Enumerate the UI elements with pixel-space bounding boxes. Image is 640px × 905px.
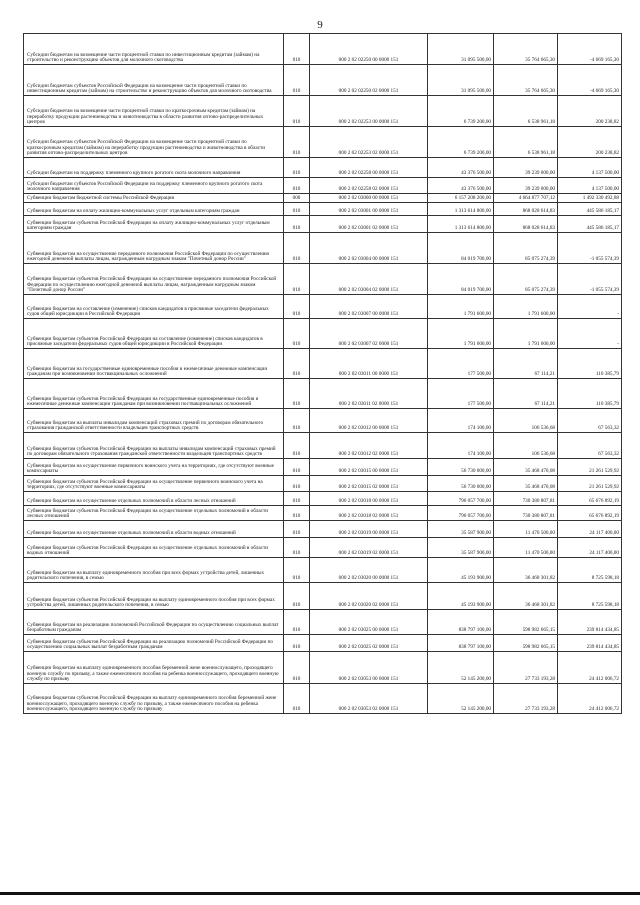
row-name: Субсидии бюджетам субъектов Российской Федерации на поддержку племенного крупного рогатого скота молочного направления [24, 178, 284, 194]
row-approved-amount: 31 095 500,00 [428, 65, 494, 96]
table-row [24, 652, 622, 684]
row-executed-amount: 85 075 274,39 [494, 264, 558, 295]
row-approved-amount: 177 500,00 [428, 379, 494, 409]
row-budget-code: 000 2 02 03007 02 0000 151 [310, 319, 428, 349]
row-executed-amount: 39 239 000,00 [494, 178, 558, 194]
row-difference-amount: 110 385,79 [558, 379, 622, 409]
row-executed-amount: 67 114,21 [494, 349, 558, 379]
row-executed-amount: 868 028 614,83 [494, 216, 558, 233]
row-name: Субвенции бюджетам на выплаты инвалидам компенсаций страховых премий по договорам обязательного страхования гражданской ответственности владельцев транспортных средств [24, 409, 284, 433]
row-budget-code: 000 2 02 02253 02 0000 151 [310, 127, 428, 158]
row-budget-code: 000 2 02 02258 00 0000 151 [310, 158, 428, 178]
row-budget-code: 000 2 02 03004 00 0000 151 [310, 233, 428, 264]
row-admin-code: 010 [284, 295, 310, 319]
row-executed-amount: 598 982 665,15 [494, 635, 558, 652]
row-executed-amount: 4 664 877 707,12 [494, 194, 558, 203]
row-approved-amount: 45 193 900,00 [428, 558, 494, 583]
table-row [24, 409, 622, 433]
row-executed-amount: 730 380 807,81 [494, 506, 558, 521]
row-approved-amount: 56 730 000,00 [428, 459, 494, 476]
row-name: Субвенции бюджетам на осуществление переданного полномочия Российской Федерации по осуществлению ежегодной денежной выплаты лицам, награжденным нагрудным знаком "Почетный донор России" [24, 233, 284, 264]
row-admin-code: 010 [284, 409, 310, 433]
row-name: Субвенции бюджетам на реализацию полномочий Российской Федерации по осуществлению социальных выплат безработным гражданам [24, 610, 284, 635]
row-difference-amount: -4 669 165,30 [558, 65, 622, 96]
row-executed-amount: 6 538 961,18 [494, 127, 558, 158]
row-difference-amount: - [558, 319, 622, 349]
row-admin-code: 000 [284, 194, 310, 203]
table-row [24, 433, 622, 459]
row-name: Субвенции бюджетам на государственные единовременные пособия и ежемесячные денежные компенсации гражданам при возникновении поствакцинальных осложнений [24, 349, 284, 379]
table-row [24, 684, 622, 714]
row-name: Субсидии бюджетам субъектов Российской Федерации на возмещение части процентной ставки по инвестиционным кредитам (займам) на строительство и реконструкцию объектов для молочного скотоводства [24, 65, 284, 96]
row-approved-amount: 796 057 700,00 [428, 506, 494, 521]
row-name: Субвенции бюджетам субъектов Российской Федерации на выплату единовременного пособия при всех формах устройства детей, лишенных родительского попечения, в семью [24, 583, 284, 610]
table-row [24, 538, 622, 558]
row-admin-code: 010 [284, 319, 310, 349]
row-approved-amount: 1 791 600,00 [428, 295, 494, 319]
row-approved-amount: 6 739 200,00 [428, 127, 494, 158]
row-difference-amount: 24 117 400,00 [558, 538, 622, 558]
row-difference-amount: -1 055 574,39 [558, 264, 622, 295]
row-approved-amount: 52 145 200,00 [428, 684, 494, 714]
row-name: Субвенции бюджетам на осуществление первичного воинского учета на территориях, где отсутствуют военные комиссариаты [24, 459, 284, 476]
row-executed-amount: 868 028 614,83 [494, 203, 558, 216]
row-budget-code: 000 2 02 03053 00 0000 151 [310, 652, 428, 684]
row-approved-amount: 45 193 900,00 [428, 583, 494, 610]
row-difference-amount: 67 563,32 [558, 433, 622, 459]
row-admin-code: 010 [284, 178, 310, 194]
row-budget-code: 000 2 02 03018 00 0000 151 [310, 492, 428, 506]
row-admin-code: 010 [284, 583, 310, 610]
row-executed-amount: 27 733 193,28 [494, 684, 558, 714]
row-approved-amount: 6 739 200,00 [428, 96, 494, 127]
row-executed-amount: 85 075 274,39 [494, 233, 558, 264]
budget-revenue-table [23, 33, 622, 714]
row-approved-amount: 174 100,00 [428, 433, 494, 459]
row-budget-code: 000 2 02 03019 02 0000 151 [310, 538, 428, 558]
row-difference-amount: 4 137 500,00 [558, 178, 622, 194]
row-executed-amount: 1 791 600,00 [494, 319, 558, 349]
table-row [24, 295, 622, 319]
row-admin-code: 010 [284, 459, 310, 476]
row-budget-code: 000 2 02 02250 00 0000 151 [310, 34, 428, 65]
row-difference-amount: 200 238,82 [558, 96, 622, 127]
row-executed-amount: 106 536,68 [494, 433, 558, 459]
row-difference-amount: -4 669 165,30 [558, 34, 622, 65]
row-difference-amount: 239 814 434,85 [558, 635, 622, 652]
table-row [24, 492, 622, 506]
row-budget-code: 000 2 02 03019 00 0000 151 [310, 521, 428, 538]
row-name: Субвенции бюджетам субъектов Российской Федерации на реализацию полномочий Российской Федерации по осуществлению социальных выплат безработным гражданам [24, 635, 284, 652]
row-admin-code: 010 [284, 506, 310, 521]
table-row [24, 610, 622, 635]
row-executed-amount: 11 470 500,00 [494, 521, 558, 538]
row-admin-code: 010 [284, 349, 310, 379]
row-budget-code: 000 2 02 03025 00 0000 151 [310, 610, 428, 635]
row-executed-amount: 35 468 470,08 [494, 476, 558, 492]
row-executed-amount: 35 468 470,08 [494, 459, 558, 476]
row-approved-amount: 177 500,00 [428, 349, 494, 379]
table-row [24, 264, 622, 295]
row-difference-amount: 24 412 006,72 [558, 684, 622, 714]
row-admin-code: 010 [284, 610, 310, 635]
row-approved-amount: 43 376 500,00 [428, 178, 494, 194]
row-executed-amount: 27 733 193,28 [494, 652, 558, 684]
row-approved-amount: 6 157 208 200,00 [428, 194, 494, 203]
table-row [24, 349, 622, 379]
row-executed-amount: 36 468 301,82 [494, 558, 558, 583]
row-name: Субсидии бюджетам на возмещение части процентной ставки по инвестиционным кредитам (займам) на строительство и реконструкцию объектов для молочного скотоводства [24, 34, 284, 65]
row-executed-amount: 106 536,68 [494, 409, 558, 433]
row-admin-code: 010 [284, 65, 310, 96]
row-approved-amount: 838 797 100,00 [428, 610, 494, 635]
row-difference-amount: 445 586 185,17 [558, 203, 622, 216]
row-approved-amount: 1 791 600,00 [428, 319, 494, 349]
row-budget-code: 000 2 02 03053 02 0000 151 [310, 684, 428, 714]
row-name: Субвенции бюджетам на осуществление отдельных полномочий в области лесных отношений [24, 492, 284, 506]
table-row [24, 65, 622, 96]
row-name: Субвенции бюджетам субъектов Российской Федерации на выплаты инвалидам компенсаций страховых премий по договорам обязательного страхования гражданской ответственности владельцев транспортных средств [24, 433, 284, 459]
page-number: 9 [317, 19, 323, 31]
row-budget-code: 000 2 02 03011 00 0000 151 [310, 349, 428, 379]
row-difference-amount: 65 676 892,19 [558, 492, 622, 506]
row-name: Субвенции бюджетам субъектов Российской Федерации на оплату жилищно-коммунальных услуг отдельным категориям граждан [24, 216, 284, 233]
row-approved-amount: 1 313 614 800,00 [428, 203, 494, 216]
row-approved-amount: 174 100,00 [428, 409, 494, 433]
row-name: Субвенции бюджетам на оплату жилищно-коммунальных услуг отдельным категориям граждан [24, 203, 284, 216]
row-budget-code: 000 2 02 03011 02 0000 151 [310, 379, 428, 409]
row-name: Субвенции бюджетам субъектов Российской Федерации на составление (изменение) списков кандидатов в присяжные заседатели федеральных судов общей юрисдикции в Российской Федерации [24, 319, 284, 349]
row-name: Субсидии бюджетам субъектов Российской Федерации на возмещение части процентной ставки по краткосрочным кредитам (займам) на переработку продукции растениеводства и животноводства в области развития оптово-распределительных центров [24, 127, 284, 158]
row-budget-code: 000 2 02 03020 02 0000 151 [310, 583, 428, 610]
table-row [24, 233, 622, 264]
row-name: Субвенции бюджетам субъектов Российской Федерации на осуществление первичного воинского учета на территориях, где отсутствуют военные комиссариаты [24, 476, 284, 492]
row-admin-code: 010 [284, 216, 310, 233]
table-row [24, 506, 622, 521]
table-body [24, 34, 622, 714]
row-budget-code: 000 2 02 03007 00 0000 151 [310, 295, 428, 319]
row-admin-code: 010 [284, 203, 310, 216]
table-row [24, 521, 622, 538]
row-difference-amount: 239 814 434,85 [558, 610, 622, 635]
row-approved-amount: 84 019 700,00 [428, 233, 494, 264]
page-bottom-rule [0, 892, 640, 895]
row-budget-code: 000 2 02 02250 02 0000 151 [310, 65, 428, 96]
row-difference-amount: 445 586 185,17 [558, 216, 622, 233]
table-row [24, 203, 622, 216]
row-admin-code: 010 [284, 433, 310, 459]
row-approved-amount: 52 145 200,00 [428, 652, 494, 684]
row-difference-amount: 8 725 598,18 [558, 558, 622, 583]
row-budget-code: 000 2 02 03015 02 0000 151 [310, 476, 428, 492]
row-budget-code: 000 2 02 03001 00 0000 151 [310, 203, 428, 216]
row-admin-code: 010 [284, 635, 310, 652]
row-budget-code: 000 2 02 03025 02 0000 151 [310, 635, 428, 652]
row-approved-amount: 796 057 700,00 [428, 492, 494, 506]
row-approved-amount: 35 587 900,00 [428, 521, 494, 538]
row-approved-amount: 43 376 500,00 [428, 158, 494, 178]
row-budget-code: 000 2 02 03001 02 0000 151 [310, 216, 428, 233]
row-difference-amount: 110 385,79 [558, 349, 622, 379]
row-name: Субвенции бюджетам субъектов Российской Федерации на осуществление переданного полномочия Российской Федерации по осуществлению ежегодной денежной выплаты лицам, награжденным нагрудным знаком "Почетный донор России" [24, 264, 284, 295]
row-admin-code: 010 [284, 558, 310, 583]
table-row [24, 558, 622, 583]
row-admin-code: 010 [284, 538, 310, 558]
row-admin-code: 010 [284, 264, 310, 295]
table-row [24, 476, 622, 492]
table-row [24, 216, 622, 233]
row-name: Субвенции бюджетам субъектов Российской Федерации на осуществление отдельных полномочий в области водных отношений [24, 538, 284, 558]
row-difference-amount: 8 725 598,18 [558, 583, 622, 610]
row-difference-amount: - [558, 295, 622, 319]
row-difference-amount: 21 261 529,92 [558, 459, 622, 476]
table-row [24, 583, 622, 610]
row-difference-amount: -1 055 574,39 [558, 233, 622, 264]
row-approved-amount: 31 095 500,00 [428, 34, 494, 65]
row-executed-amount: 730 380 807,81 [494, 492, 558, 506]
row-budget-code: 000 2 02 03018 02 0000 151 [310, 506, 428, 521]
row-executed-amount: 67 114,21 [494, 379, 558, 409]
row-name: Субсидии бюджетам на возмещение части процентной ставки по краткосрочным кредитам (займам) на переработку продукции растениеводства и животноводства в области развития оптово-распределительных центров [24, 96, 284, 127]
table-row [24, 194, 622, 203]
row-executed-amount: 36 468 301,82 [494, 583, 558, 610]
table-row [24, 459, 622, 476]
row-executed-amount: 1 791 600,00 [494, 295, 558, 319]
row-name: Субвенции бюджетам субъектов Российской Федерации на осуществление отдельных полномочий в области лесных отношений [24, 506, 284, 521]
row-name: Субсидии бюджетам на поддержку племенного крупного рогатого скота молочного направления [24, 158, 284, 178]
row-difference-amount: 24 412 006,72 [558, 652, 622, 684]
row-admin-code: 010 [284, 34, 310, 65]
row-difference-amount: 21 261 529,92 [558, 476, 622, 492]
row-budget-code: 000 2 02 03012 00 0000 151 [310, 409, 428, 433]
row-difference-amount: 67 563,32 [558, 409, 622, 433]
row-name: Субвенции бюджетам субъектов Российской Федерации на государственные единовременные пособия и ежемесячные денежные компенсации гражданам при возникновении поствакцинальных осложнений [24, 379, 284, 409]
row-name: Субвенции бюджетам бюджетной системы Российской Федерации [24, 194, 284, 203]
row-executed-amount: 598 982 665,15 [494, 610, 558, 635]
row-difference-amount: 200 238,82 [558, 127, 622, 158]
row-admin-code: 010 [284, 127, 310, 158]
table-row [24, 96, 622, 127]
row-budget-code: 000 2 02 02253 00 0000 151 [310, 96, 428, 127]
table-row [24, 158, 622, 178]
table-row [24, 34, 622, 65]
row-name: Субвенции бюджетам на выплату единовременного пособия при всех формах устройства детей, лишенных родительского попечения, в семью [24, 558, 284, 583]
row-difference-amount: 4 137 500,00 [558, 158, 622, 178]
row-admin-code: 010 [284, 492, 310, 506]
row-executed-amount: 6 538 961,18 [494, 96, 558, 127]
row-budget-code: 000 2 02 03004 02 0000 151 [310, 264, 428, 295]
row-budget-code: 000 2 02 03020 00 0000 151 [310, 558, 428, 583]
row-admin-code: 010 [284, 158, 310, 178]
row-admin-code: 010 [284, 652, 310, 684]
table-row [24, 379, 622, 409]
row-approved-amount: 838 797 100,00 [428, 635, 494, 652]
row-approved-amount: 35 587 900,00 [428, 538, 494, 558]
row-executed-amount: 35 764 665,30 [494, 34, 558, 65]
row-budget-code: 000 2 02 03012 02 0000 151 [310, 433, 428, 459]
row-admin-code: 010 [284, 521, 310, 538]
row-admin-code: 010 [284, 476, 310, 492]
row-name: Субвенции бюджетам на выплату единовременного пособия беременной жене военнослужащего, проходящего военную службу по призыву, а также ежемесячного пособия на ребенка военнослужащего, проходящего военную службу по призыву [24, 652, 284, 684]
row-budget-code: 000 2 02 03015 00 0000 151 [310, 459, 428, 476]
row-approved-amount: 56 730 000,00 [428, 476, 494, 492]
table-row [24, 319, 622, 349]
row-admin-code: 010 [284, 684, 310, 714]
row-approved-amount: 1 313 614 800,00 [428, 216, 494, 233]
row-difference-amount: 65 676 892,19 [558, 506, 622, 521]
table-row [24, 635, 622, 652]
row-approved-amount: 84 019 700,00 [428, 264, 494, 295]
table-row [24, 178, 622, 194]
row-budget-code: 000 2 02 03000 00 0000 151 [310, 194, 428, 203]
row-difference-amount: 24 117 400,00 [558, 521, 622, 538]
row-budget-code: 000 2 02 02258 02 0000 151 [310, 178, 428, 194]
row-name: Субвенции бюджетам на составление (изменение) списков кандидатов в присяжные заседатели федеральных судов общей юрисдикции в Российской Федерации [24, 295, 284, 319]
row-executed-amount: 11 470 500,00 [494, 538, 558, 558]
row-difference-amount: 1 492 330 492,88 [558, 194, 622, 203]
table-row [24, 127, 622, 158]
row-name: Субвенции бюджетам субъектов Российской Федерации на выплату единовременного пособия беременной жене военнослужащего, проходящего военную службу по призыву, а также ежемесячного пособия на ребенка военнослужащего, проходящего военную службу по призыву [24, 684, 284, 714]
row-name: Субвенции бюджетам на осуществление отдельных полномочий в области водных отношений [24, 521, 284, 538]
row-executed-amount: 35 764 665,30 [494, 65, 558, 96]
row-admin-code: 010 [284, 379, 310, 409]
row-admin-code: 010 [284, 233, 310, 264]
row-admin-code: 010 [284, 96, 310, 127]
row-executed-amount: 39 239 000,00 [494, 158, 558, 178]
